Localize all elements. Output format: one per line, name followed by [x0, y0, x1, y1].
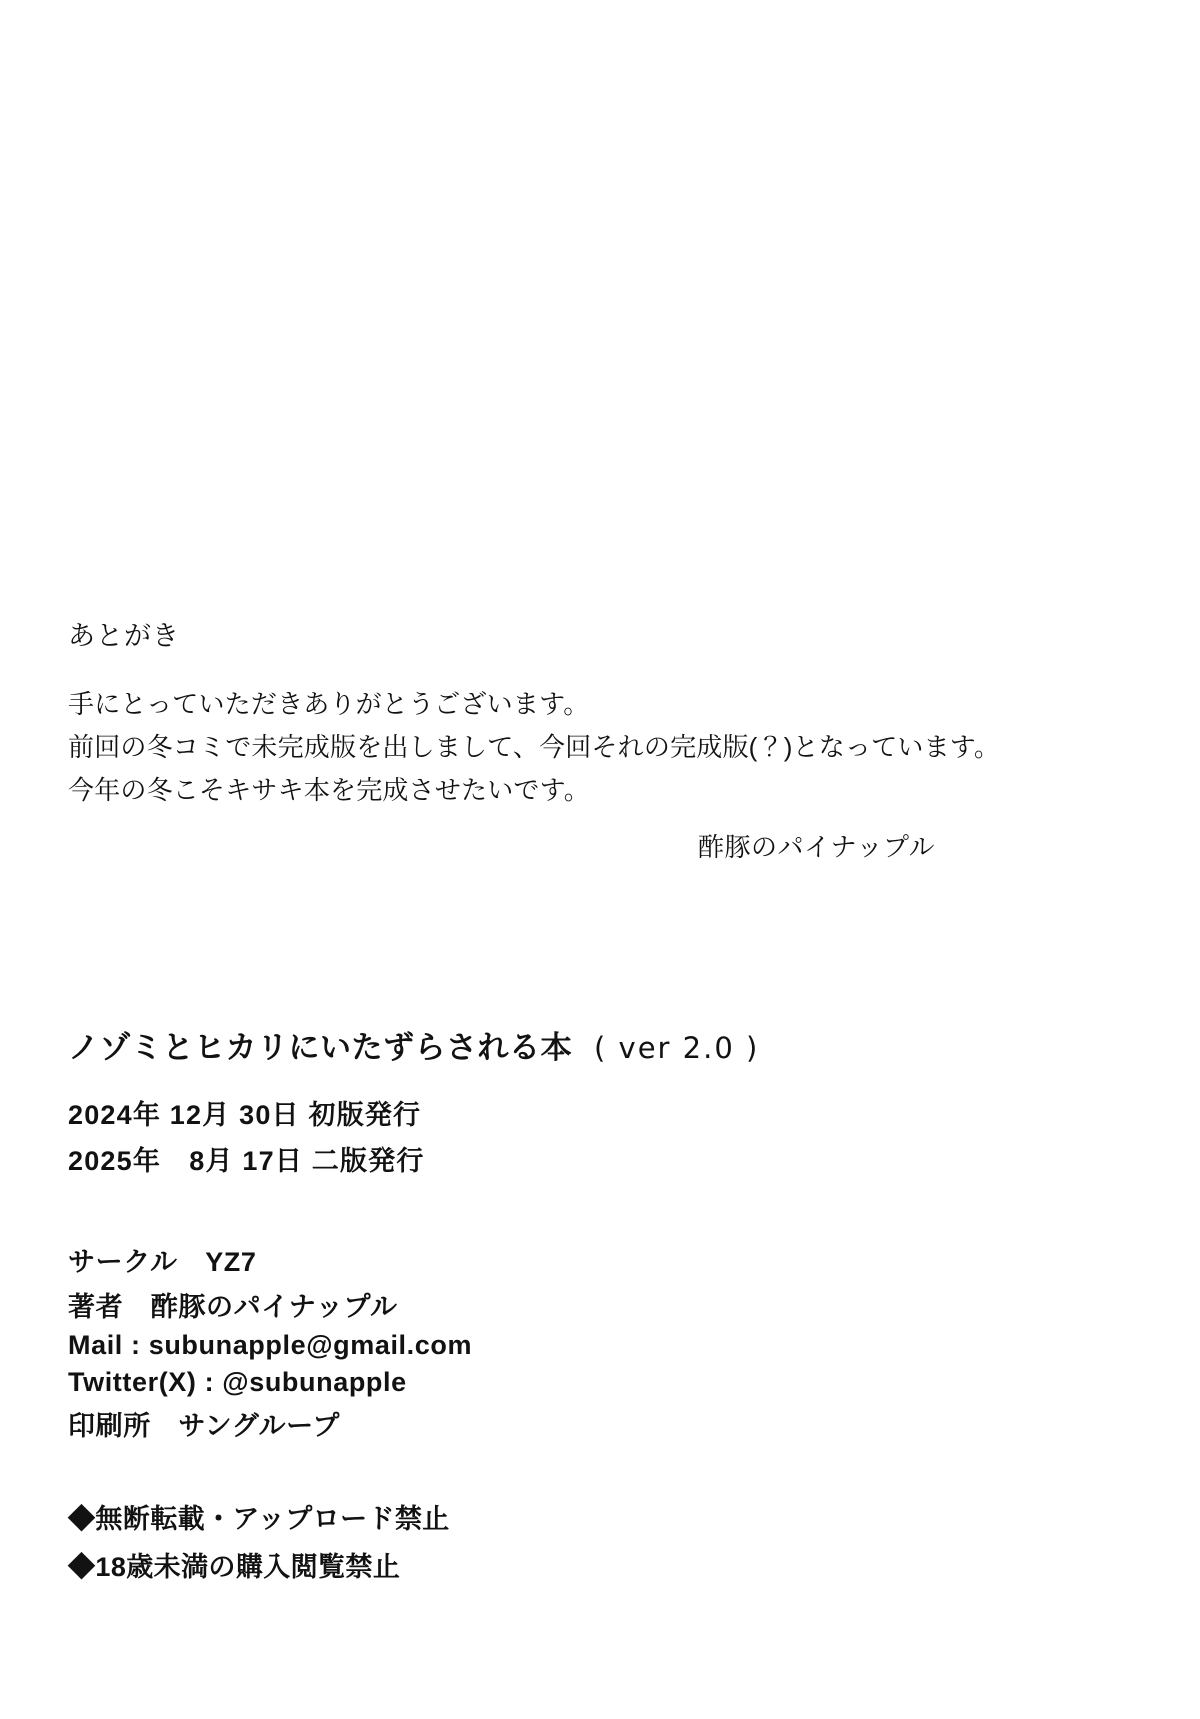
contact-mail: Mail : subunapple@gmail.com	[68, 1330, 473, 1360]
notices-block	[68, 1497, 1148, 1584]
colophon-section	[68, 1022, 1148, 1593]
credits-block	[68, 1240, 1148, 1443]
notice-age-restriction: ◆18歳未満の購入閲覧禁止	[68, 1552, 401, 1582]
version-label: ( ver 2.0 )	[594, 1031, 760, 1065]
author-name: 著者 酢豚のパイナップル	[68, 1292, 398, 1322]
author-signature: 酢豚のパイナップル	[698, 832, 935, 863]
publication-dates	[68, 1093, 1148, 1178]
contact-twitter: Twitter(X) : @subunapple	[68, 1367, 407, 1397]
printer-name: 印刷所 サングループ	[68, 1411, 340, 1441]
afterword-line-3: 今年の冬こそキサキ本を完成させたいです。	[68, 775, 590, 806]
circle-name: サークル YZ7	[68, 1247, 257, 1277]
publication-date-first: 2024年 12月 30日 初版発行	[68, 1100, 422, 1130]
afterword-line-1: 手にとっていただきありがとうございます。	[68, 689, 590, 720]
afterword-body	[68, 686, 1128, 809]
book-title: ノゾミとヒカリにいたずらされる本	[68, 1030, 572, 1065]
afterword-section	[68, 620, 1128, 864]
afterword-heading: あとがき	[68, 621, 180, 651]
notice-no-reupload: ◆無断転載・アップロード禁止	[68, 1504, 450, 1534]
colophon-title-row	[68, 1022, 1148, 1067]
afterword-line-2: 前回の冬コミで未完成版を出しまして、今回それの完成版(？)となっています。	[68, 732, 1001, 763]
publication-date-second: 2025年 8月 17日 二版発行	[68, 1146, 425, 1176]
